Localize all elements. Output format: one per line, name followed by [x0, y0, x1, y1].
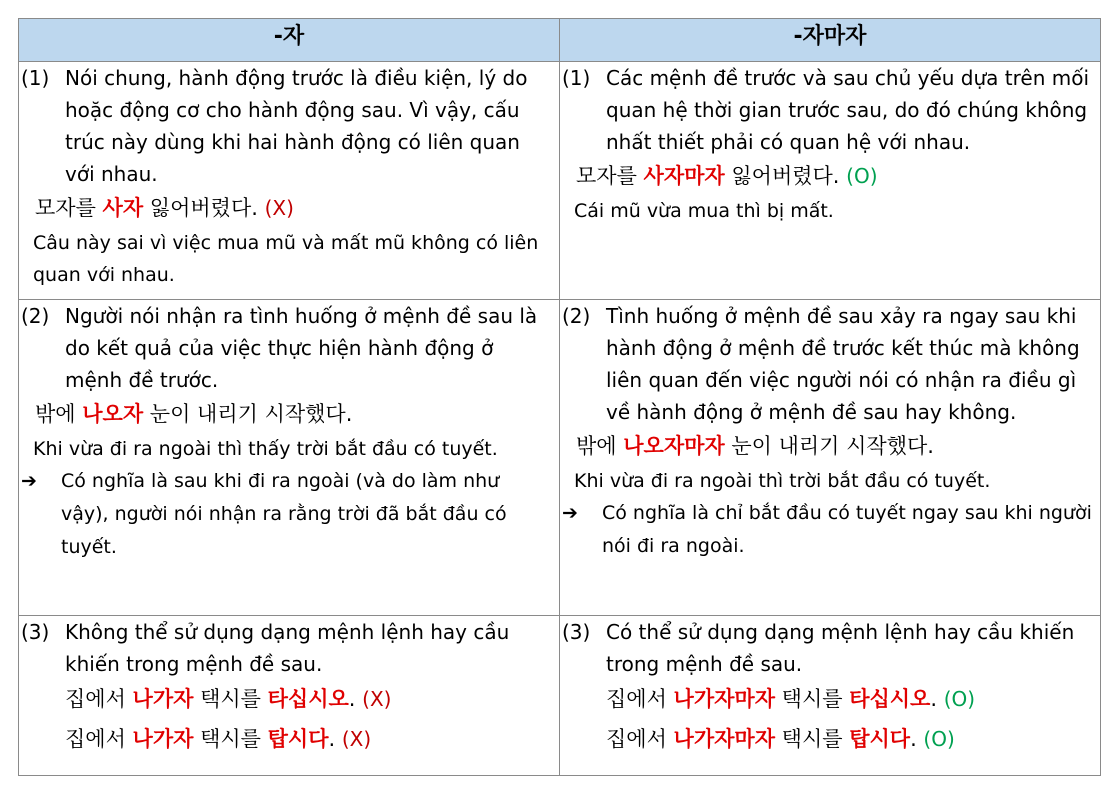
row3-right-example-2: 집에서 나가자마자 택시를 탑시다. (O) [606, 727, 955, 751]
row3-left-example-1: 집에서 나가자 택시를 타십시오. (X) [65, 687, 392, 711]
row1-right-text: Các mệnh đề trước và sau chủ yếu dựa trên mối quan hệ thời gian trước sau, do đó chúng không nhất thiết phải có quan hệ với nhau. [606, 66, 1090, 154]
row2-left-example: 밖에 나오자 눈이 내리기 시작했다. [35, 402, 353, 426]
wrong-mark: (X) [341, 727, 372, 751]
correct-mark: (O) [943, 687, 976, 711]
row3-left-example-2: 집에서 나가자 택시를 탑시다. (X) [65, 727, 372, 751]
row1-left-example: 모자를 사자 잃어버렸다. (X) [35, 196, 294, 220]
correct-mark: (O) [923, 727, 955, 751]
wrong-mark: (X) [264, 196, 294, 220]
row3-left-cell [19, 616, 560, 776]
row3-left-num: (3) [21, 620, 50, 644]
row2-right-num: (2) [562, 304, 591, 328]
comparison-table [18, 18, 1101, 776]
row2-right-example: 밖에 나오자마자 눈이 내리기 시작했다. [576, 434, 934, 458]
correct-mark: (O) [846, 164, 878, 188]
wrong-mark: (X) [362, 687, 392, 711]
row2-right-text: Tình huống ở mệnh đề sau xảy ra ngay sau khi hành động ở mệnh đề trước kết thúc mà không liên quan đến việc người nói có nhận ra điều gì về hành động ở mệnh đề sau hay không. [606, 304, 1080, 424]
header-col2: -자마자 [560, 19, 1101, 62]
row3-right-example-1: 집에서 나가자마자 택시를 타십시오. (O) [606, 687, 976, 711]
row2-left-num: (2) [21, 304, 50, 328]
row2-right-note: Khi vừa đi ra ngoài thì trời bắt đầu có tuyết. [574, 470, 991, 492]
row2-left-arrow-note: ➔ Có nghĩa là sau khi đi ra ngoài (và do làm như vậy), người nói nhận ra rằng trời đã bắt đầu có tuyết. [19, 465, 559, 564]
row1-left-num: (1) [21, 66, 50, 90]
row2-left-text: Người nói nhận ra tình huống ở mệnh đề sau là do kết quả của việc thực hiện hành động ở mệnh đề trước. [65, 304, 538, 392]
row3-left-text: Không thể sử dụng dạng mệnh lệnh hay cầu khiến trong mệnh đề sau. [65, 620, 510, 676]
row1-right-note: Cái mũ vừa mua thì bị mất. [574, 200, 834, 222]
arrow-right-icon: ➔ [562, 502, 578, 524]
row1-left-note: Câu này sai vì việc mua mũ và mất mũ không có liên quan với nhau. [33, 232, 539, 286]
row2-left-note: Khi vừa đi ra ngoài thì thấy trời bắt đầu có tuyết. [33, 438, 498, 460]
row3-right-cell [560, 616, 1101, 776]
row3-right-text: Có thể sử dụng dạng mệnh lệnh hay cầu khiến trong mệnh đề sau. [606, 620, 1075, 676]
header-col1: -자 [19, 19, 560, 62]
row1-left-text: Nói chung, hành động trước là điều kiện, lý do hoặc động cơ cho hành động sau. Vì vậy, cấu trúc này dùng khi hai hành động có liên quan với nhau. [65, 66, 528, 186]
row2-right-arrow-note: ➔ Có nghĩa là chỉ bắt đầu có tuyết ngay sau khi người nói đi ra ngoài. [560, 497, 1100, 563]
row1-right-num: (1) [562, 66, 591, 90]
row1-right-cell [560, 62, 1101, 300]
row1-right-example: 모자를 사자마자 잃어버렸다. (O) [576, 164, 878, 188]
row2-right-cell [560, 300, 1101, 616]
row3-right-num: (3) [562, 620, 591, 644]
row2-left-cell [19, 300, 560, 616]
row1-left-cell [19, 62, 560, 300]
arrow-right-icon: ➔ [21, 470, 37, 492]
